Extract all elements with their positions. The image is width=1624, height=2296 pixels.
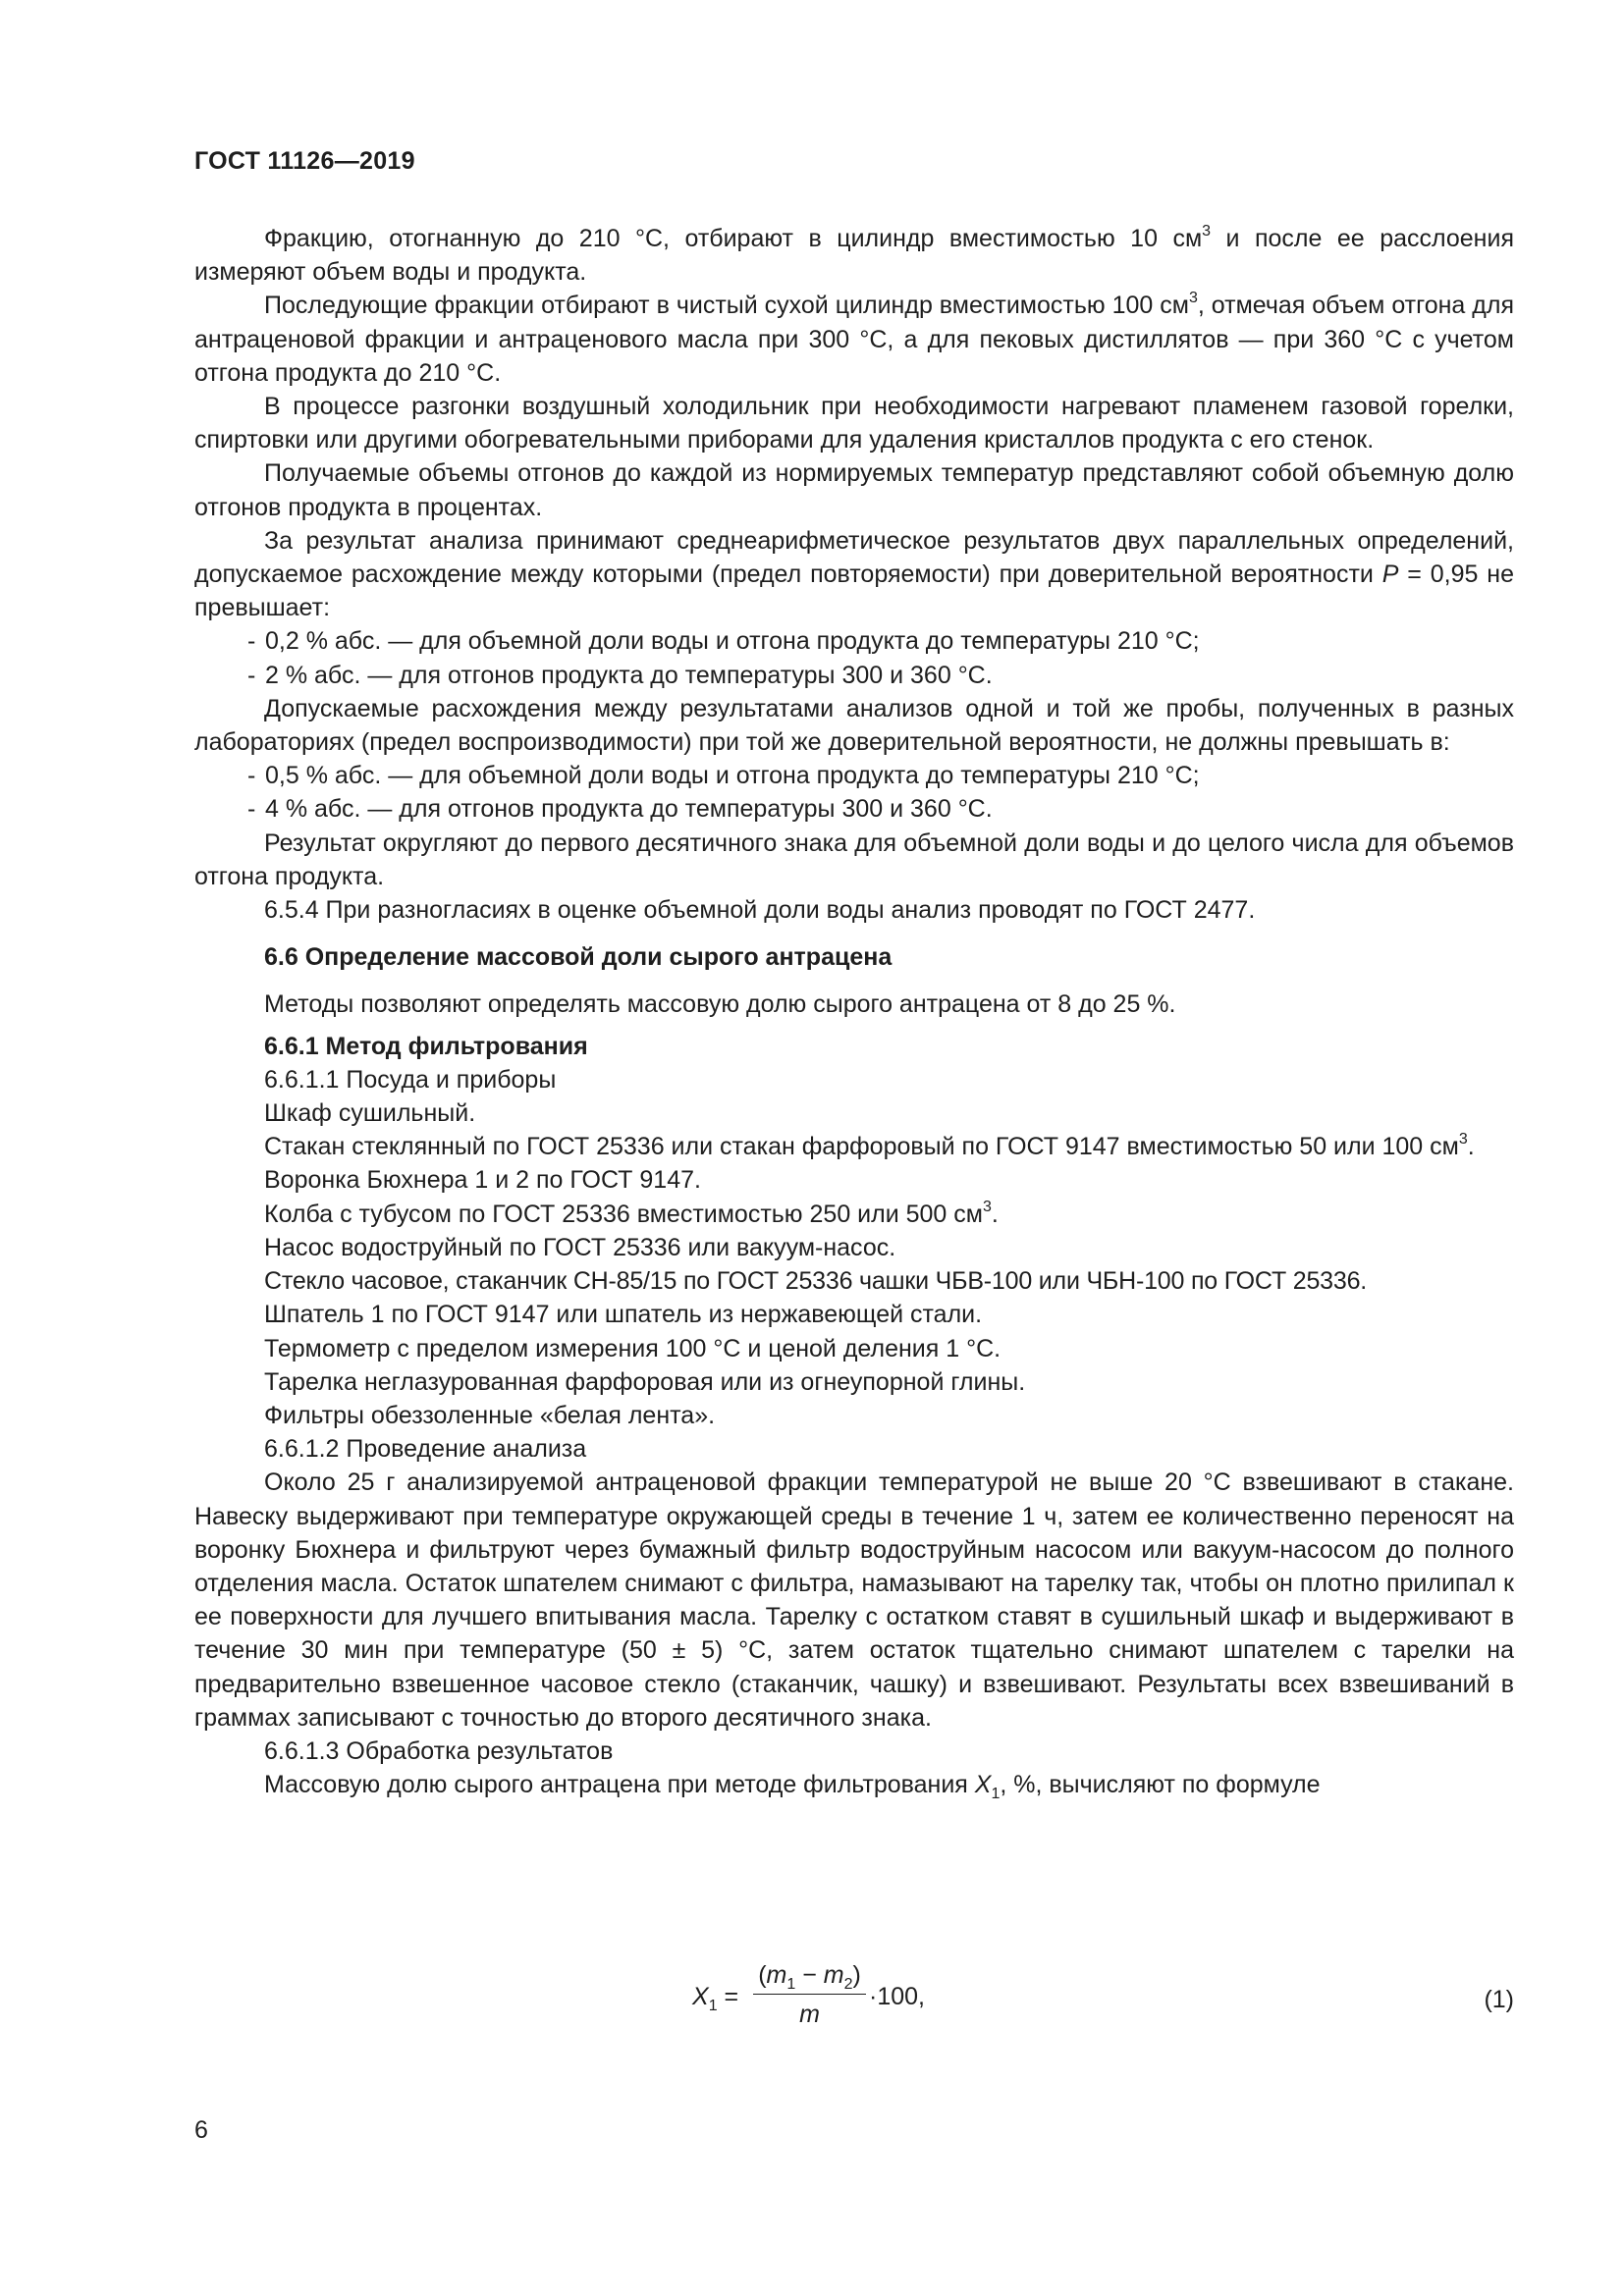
paragraph: Массовую долю сырого антрацена при методе фильтрования $X_1$, %, вычисляют по формуле	[264, 1771, 1321, 1803]
formula	[692, 1961, 1517, 2040]
list-item: - 0,5 % абс. — для объемной доли воды и отгона продукта до температуры 210 °С;	[247, 762, 1200, 790]
paragraph: 6.6.1.2 Проведение анализа	[264, 1435, 587, 1464]
document-header: ГОСТ 11126—2019	[194, 147, 415, 175]
paragraph: За результат анализа принимают среднеарифметическое результатов двух параллельных определений, допускаемое расхождение между которыми (предел повторяемости) при доверительной вероятности P = 0,95 не превышает:	[194, 526, 1514, 622]
paragraph: Результат округляют до первого десятичного знака для объемной доли воды и до целого числа для объемов отгона продукта.	[194, 828, 1514, 890]
paragraph: 6.5.4 При разногласиях в оценке объемной доли воды анализ проводят по ГОСТ 2477.	[264, 896, 1256, 925]
paragraph: Колба с тубусом по ГОСТ 25336 вместимостью 250 или 500 $см^3$.	[264, 1198, 999, 1228]
paragraph: Стакан стеклянный по ГОСТ 25336 или стакан фарфоровый по ГОСТ 9147 вместимостью 50 или 100 $см^3$.	[264, 1131, 1475, 1161]
page-number: 6	[194, 2116, 208, 2144]
paragraph: Получаемые объемы отгонов до каждой из нормируемых температур представляют собой объемную долю отгонов продукта в процентах.	[194, 459, 1514, 521]
paragraph: Тарелка неглазурованная фарфоровая или из огнеупорной глины.	[264, 1367, 1026, 1396]
formula-number: (1)	[1484, 1986, 1514, 2013]
list-item: - 0,2 % абс. — для объемной доли воды и отгона продукта до температуры 210 °С;	[247, 627, 1200, 656]
paragraph: Допускаемые расхождения между результатами анализов одной и той же пробы, полученных в разных лабораториях (предел воспроизводимости) при той же доверительной вероятности, не должны превышать в:	[194, 694, 1514, 757]
paragraph: Шкаф сушильный.	[264, 1099, 476, 1128]
list-item: - 4 % абс. — для отгонов продукта до температуры 300 и 360 °С.	[247, 795, 993, 824]
formula-numerator: $(m_1 - m_2)$	[753, 1961, 866, 1995]
paragraph: Насос водоструйный по ГОСТ 25336 или вакуум-насос.	[264, 1233, 896, 1261]
paragraph: Около 25 г анализируемой антраценовой фракции температурой не выше 20 °С взвешивают в стакане. Навеску выдерживают при температуре окружающей среды в течение 1 ч, затем ее количественно переносят на воронку Бюхнера и фильтруют через бумажный фильтр водоструйным насосом или вакуум-насосом до полного отделения масла. Остаток шпателем снимают с фильтра, намазывают на тарелку так, чтобы он плотно прилипал к ее поверхности для лучшего впитывания масла. Тарелку с остатком ставят в сушильный шкаф и выдерживают в течение 30 мин при температуре (50 ± 5) °С, затем остаток тщательно снимают шпателем с тарелки на предварительно взвешенное часовое стекло (стаканчик, чашку) и взвешивают. Результаты всех взвешиваний в граммах записывают с точностью до второго десятичного знака.	[194, 1468, 1514, 1732]
subsection-heading: 6.6.1 Метод фильтрования	[264, 1032, 588, 1060]
paragraph: 6.6.1.1 Посуда и приборы	[264, 1065, 557, 1094]
formula-lhs: $X_1$ =	[692, 1983, 739, 2014]
paragraph: Шпатель 1 по ГОСТ 9147 или шпатель из нержавеющей стали.	[264, 1301, 983, 1329]
paragraph: Фракцию, отогнанную до 210 °С, отбирают в цилиндр вместимостью 10 $см^3$ и после ее расслоения измеряют объем воды и продукта.	[194, 223, 1514, 287]
formula-fraction	[753, 1961, 866, 2029]
paragraph: Фильтры обеззоленные «белая лента».	[264, 1401, 716, 1429]
paragraph: Последующие фракции отбирают в чистый сухой цилиндр вместимостью 100 $см^3$, отмечая объем отгона для антраценовой фракции и антраценового масла при 300 °С, а для пековых дистиллятов — при 360 °С с учетом отгона продукта до 210 °С.	[194, 290, 1514, 387]
paragraph: Термометр с пределом измерения 100 °С и ценой деления 1 °С.	[264, 1334, 1001, 1362]
paragraph: 6.6.1.3 Обработка результатов	[264, 1736, 614, 1765]
document-body	[194, 222, 1514, 1801]
list-item: - 2 % абс. — для отгонов продукта до температуры 300 и 360 °С.	[247, 661, 993, 689]
formula-multiplier: ·100,	[869, 1983, 925, 2010]
paragraph: В процессе разгонки воздушный холодильник при необходимости нагревают пламенем газовой горелки, спиртовки или другими обогревательными приборами для удаления кристаллов продукта с его стенок.	[194, 393, 1514, 454]
paragraph: Стекло часовое, стаканчик СН-85/15 по ГОСТ 25336 чашки ЧБВ-100 или ЧБН-100 по ГОСТ 25336.	[264, 1267, 1368, 1296]
formula-denominator: m	[799, 2001, 820, 2028]
paragraph: Методы позволяют определять массовую долю сырого антрацена от 8 до 25 %.	[264, 990, 1176, 1019]
paragraph: Воронка Бюхнера 1 и 2 по ГОСТ 9147.	[264, 1166, 701, 1195]
section-heading: 6.6 Определение массовой доли сырого антрацена	[264, 943, 893, 972]
